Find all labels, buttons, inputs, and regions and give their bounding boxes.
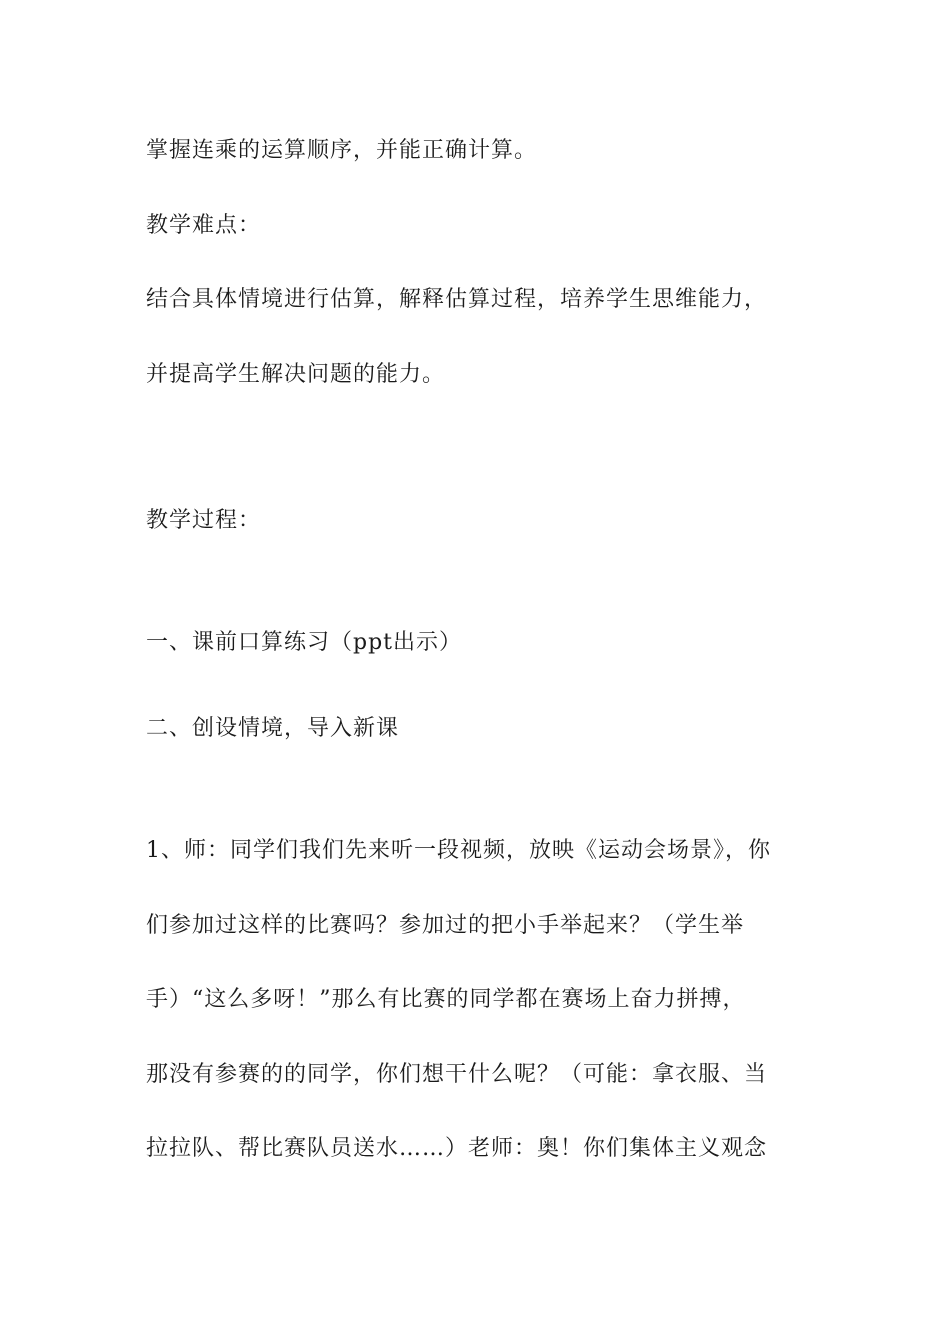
section-2-title: 二、创设情境，导入新课 <box>146 716 400 741</box>
paragraph-line-5: 拉拉队、帮比赛队员送水……）老师：奥！你们集体主义观念 <box>146 1136 768 1161</box>
heading-process: 教学过程： <box>146 508 262 533</box>
paragraph-line-4: 那没有参赛的的同学，你们想干什么呢？（可能：拿衣服、当 <box>146 1062 768 1087</box>
section-1-title: 一、课前口算练习（ppt出示） <box>146 630 463 655</box>
paragraph-line-3: 手）“这么多呀！”那么有比赛的同学都在赛场上奋力拼搏， <box>146 987 746 1012</box>
paragraph-line-2: 们参加过这样的比赛吗？参加过的把小手举起来？（学生举 <box>146 913 745 938</box>
text-line-difficulty-1: 结合具体情境进行估算，解释估算过程，培养学生思维能力， <box>146 287 768 312</box>
text-line-goal: 掌握连乘的运算顺序，并能正确计算。 <box>146 138 538 163</box>
paragraph-line-1: 1、师：同学们我们先来听一段视频，放映《运动会场景》，你 <box>146 838 771 863</box>
text-line-difficulty-2: 并提高学生解决问题的能力。 <box>146 362 446 387</box>
heading-difficulty: 教学难点： <box>146 213 262 238</box>
